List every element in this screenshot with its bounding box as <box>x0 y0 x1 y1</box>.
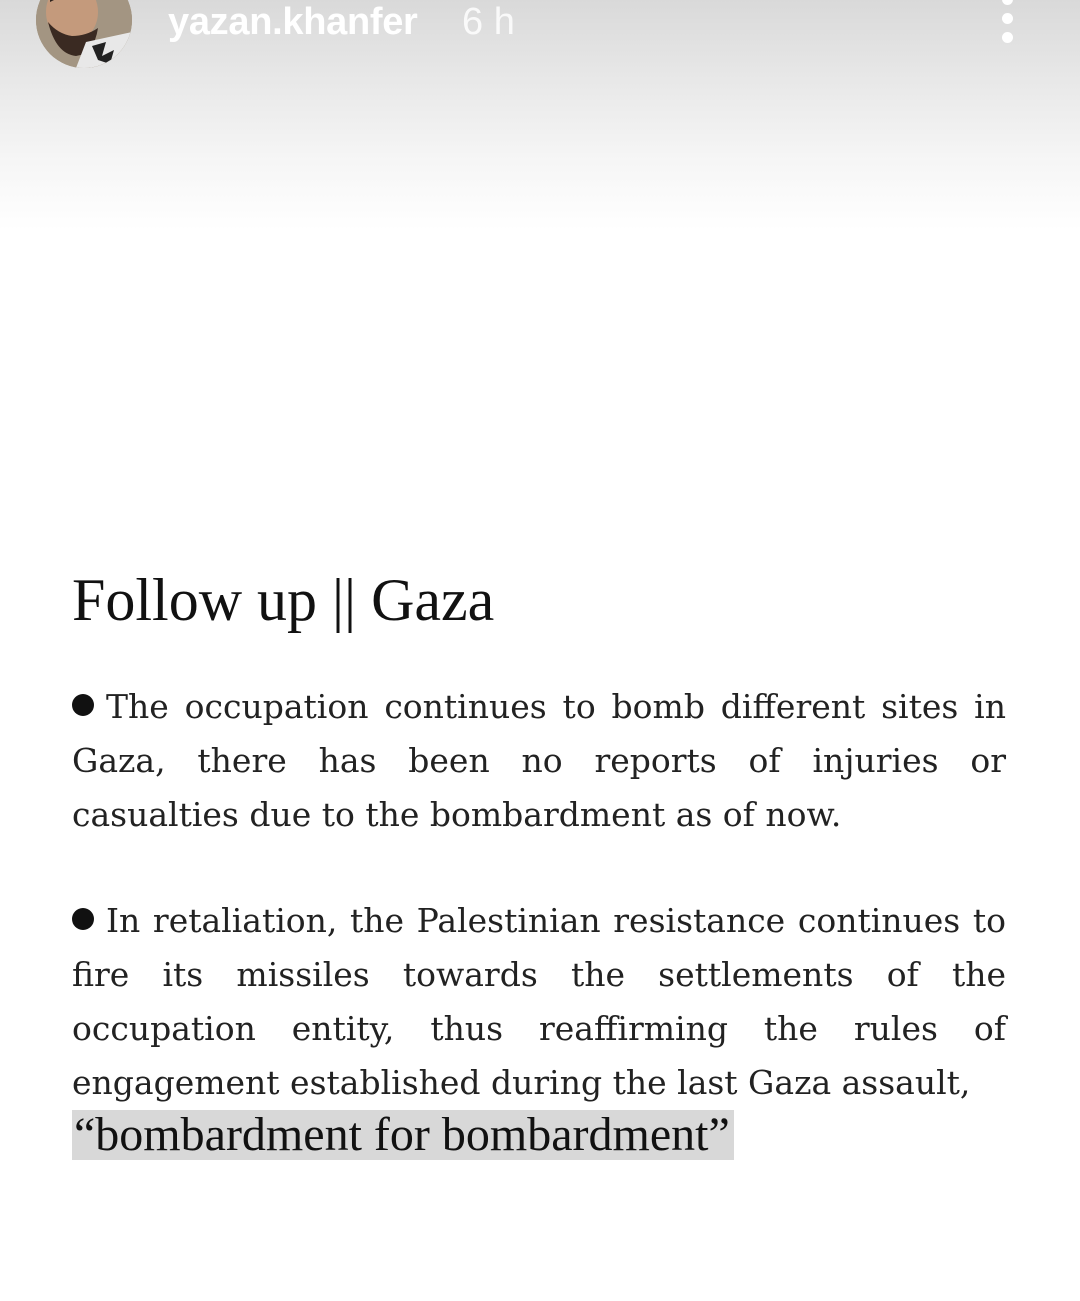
paragraph-2-text: In retaliation, the Palestinian resistance continues to fire its missiles towards the settlements of the occupation entity, thus reaffirming the rules of engagement established during the last Gaza assault, <box>72 901 1006 1102</box>
bullet-icon <box>72 694 94 716</box>
bullet-icon <box>72 908 94 930</box>
more-vertical-icon <box>1002 0 1013 5</box>
timestamp: 6 h <box>462 1 515 43</box>
highlighted-quote: “bombardment for bombardment” <box>72 1110 734 1160</box>
paragraph-1-text: The occupation continues to bomb different sites in Gaza, there has been no reports of injuries or casualties due to the bombardment as of now. <box>72 687 1006 834</box>
avatar[interactable] <box>36 0 132 68</box>
paragraph-1 <box>72 680 1006 842</box>
story-content <box>72 560 1006 1166</box>
more-vertical-icon-dot <box>1002 13 1013 24</box>
story-header <box>0 0 1080 80</box>
avatar-image <box>36 0 132 68</box>
paragraph-2 <box>72 894 1006 1166</box>
username[interactable]: yazan.khanfer <box>168 1 418 43</box>
more-vertical-icon-dot <box>1002 32 1013 43</box>
more-options-button[interactable] <box>990 0 1026 50</box>
post-title: Follow up || Gaza <box>72 567 495 633</box>
